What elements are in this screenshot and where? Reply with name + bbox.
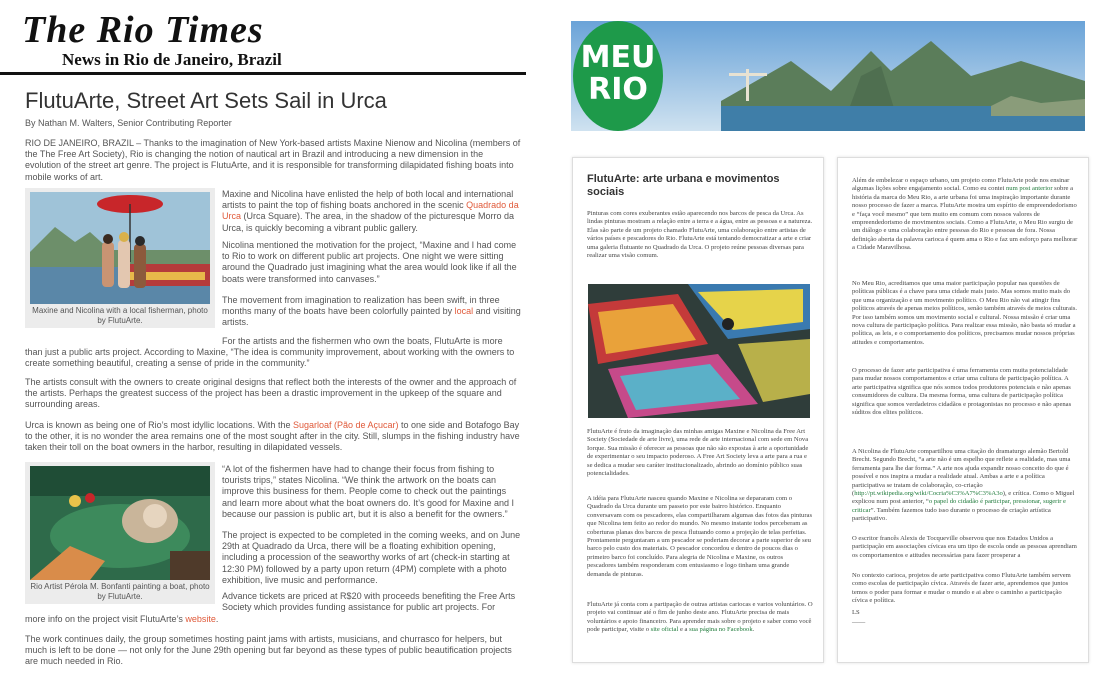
mr-col1-p4-mid: e a <box>678 626 690 634</box>
paragraph-4 <box>222 295 522 329</box>
header-rule <box>0 72 526 75</box>
paragraph-2-text: Maxine and Nicolina have enlisted the help of both local and international artists to paint the top of fishing boats anchored in the scenic <box>222 189 514 211</box>
mr-col2-p6: No contexto carioca, projetos de arte participativa como FlutuArte também servem como escolas de participação cívica. Através de fazer arte, aprendemos que juntos temos o poder para formar e mudar o mundo e ai abre o caminho a participação cívica e política. <box>852 572 1071 605</box>
mr-col2-p3: O processo de fazer arte participativa é uma ferramenta com muita potencialidade para mudar nossos comportamentos e criar uma cultura de participação política. A arte participativa significa que nós somos todos produtores potenciais e não apenas consumidores de cultura. Da mesma forma, uma cultura de participação política significa que somos verdadeiros cidadãos e protagonistas no processo e não apenas súditos dos elites políticos. <box>852 367 1072 417</box>
paragraph-8: “A lot of the fishermen have had to change their focus from fishing to tourists trips,” states Nicolina. “We think the artwork on the boats can improve this business for them. People come to check out the paintings and learn more about what the boat owners do. It’s good for Maxine and I because our passion is public art, but it is also a benefit for the owners.” <box>222 464 515 519</box>
paragraph-2-text-end: (Urca Square). The area, in the shadow of the picturesque Morro da Urca, is quickly becoming a vibrant public gallery. <box>222 211 514 233</box>
paragraph-3: Nicolina mentioned the motivation for the project, “Maxine and I had come to Rio to work on different public art projects. One night we were sitting around the Quadrado just imagining what the area would look like if all the boats were transformed into canvases.” <box>222 240 517 284</box>
photo-1-frame <box>25 188 215 328</box>
rio-times-article <box>0 0 540 689</box>
mr-col2-p4 <box>852 448 1078 524</box>
mr-col2-p1-end: sobre a história da marca do Meu Rio, a arte urbana foi uma inspiração importante durante nosso processo de fazer a marca. FlutuArte mostra um espírito de empreendedorismo e “faça você mesmo” que tem muito em comum com nossos valores de empreendedorismo de movimentos sociais. Como a FlutuArte, o Meu Rio surgiu de um diálogo e uma colaboração entre pessoas do Rio e pessoas de fora. Nossa definição aberta da palavra carioca é quem ama o Rio e faz um esforço para melhorar a Cidade Maravilhosa. <box>852 185 1078 252</box>
photo-1-caption: Maxine and Nicolina with a local fisherman, photo by FlutuArte. <box>32 306 208 325</box>
paragraph-7-text: Urca is known as being one of Rio’s most idyllic locations. With the <box>25 420 293 430</box>
article-headline: FlutuArte, Street Art Sets Sail in Urca <box>25 88 387 113</box>
link-wikipedia[interactable]: http://pt.wikipedia.org/wiki/Cocria%C3%A7%C3%A3o <box>854 490 1003 498</box>
link-num-post-anterior[interactable]: num post anterior <box>1006 185 1053 193</box>
rio-times-logo[interactable]: The Rio Times <box>22 9 264 51</box>
meu-rio-banner <box>571 21 1085 131</box>
link-site-oficial[interactable]: site oficial <box>650 626 679 634</box>
paragraph-1: RIO DE JANEIRO, BRAZIL – Thanks to the imagination of New York-based artists Maxine Nienow and Nicolina (members of the The Free Art Society), Rio is changing the notion of nautical art in Brazil and introducing a new dimension in the evolution of the street art genre. The project is FlutuArte, and it is responsible for transforming dilapidated fishing boats into mobile works of art. <box>25 138 521 182</box>
mr-col2-p4-end: ”. Também fazemos tudo isso durante o processo de criação artística participativo. <box>852 506 1051 523</box>
mr-col2-p4-text: A Nicolina de FlutuArte compartilhou uma citação do dramaturgo alemão Bertold Brecht. Segundo Brecht, “a arte não é um espelho que reflete a realidade, mas uma ferramenta para lhe dar forma.” A arte nos ajuda expandir nosso conceito do que é possível e nos inspira a mudar a realidade atual. Ambas a arte e a política participativa se tratam de colaboração, co-criação ( <box>852 448 1071 498</box>
paragraph-10-cont <box>25 614 522 625</box>
link-papel-do-cidadao[interactable]: o papel do cidadão é participar, pressionar, sugerir e criticar <box>852 498 1066 514</box>
link-quadrado-da-urca[interactable]: Quadrado da Urca <box>222 200 519 222</box>
photo-1 <box>30 192 210 304</box>
mr-col2-p2: No Meu Rio, acreditamos que uma maior participação popular nas questões de políticas públicas é a chave para uma cidade mais justo. Mas somos muito mais do que uma organização e um movimento político. O Meu Rio não vai atingir fins políticos através de apenas meios políticos, senão também através de meios culturais. Por isso também somos um movimento social e cultural. Nossa missão é criar uma nova cultura de participação política. Para realizar essa missão, não basta só mudar a política, as leis, e o comportamento dos políticos, precisamos mudar nossos próprias atitudes e comportamentos. <box>852 280 1078 346</box>
photo-2-caption: Rio Artist Pérola M. Bonfanti painting a boat, photo by FlutuArte. <box>30 582 210 601</box>
mr-col2-p1 <box>852 177 1078 253</box>
paragraph-10: Advance tickets are priced at R$20 with proceeds benefiting the Free Arts Society which provides funding assistance for public art projects. For <box>222 591 516 613</box>
photo-2-frame <box>25 462 215 604</box>
paragraph-11: The work continues daily, the group sometimes hosting paint jams with artists, musicians, and churrasco for helpers, but much is left to be done — not only for the June 29th opening but far beyond as these types of public beautification projects are much needed in Rio. <box>25 634 512 667</box>
paragraph-5: For the artists and the fishermen who own the boats, FlutuArte is more than just a public arts project. According to Maxine, “The idea is community improvement, about working with the owners to create something beautiful, creating a sense of pride in the community.” <box>25 336 515 369</box>
paragraph-10-cont-text: more info on the project visit FlutuArte’s <box>25 614 186 624</box>
paragraph-4-text-end: and visiting artists. <box>222 306 521 328</box>
mr-col2-p1-text: Além de embelezar o espaço urbano, um projeto como FlutuArte pode nos ensinar algumas lições sobre engajamento social. Como eu contei <box>852 177 1070 193</box>
mr-col1-p4-end: . <box>752 626 755 634</box>
link-sugarloaf[interactable]: Sugarloaf (Pão de Açucar) <box>292 420 399 430</box>
photo-2 <box>30 466 210 580</box>
paragraph-6: The artists consult with the owners to create original designs that reflect both the interests of the owner and the approach of the artists. Perhaps the greatest success of the project has been a drastic improvement in the upkeep of the square and surrounding areas. <box>25 377 517 410</box>
meu-rio-column-2 <box>837 157 1089 663</box>
paragraph-7 <box>25 420 522 454</box>
mr-col1-p2: FlutuArte é fruto da imaginação das minhas amigas Maxine e Nicolina da Free Art Society (Sociedade de arte livre), uma rede de arte internacional com sede em Nova Iorque. Sua missão é oferecer as pessoas que não são expostas à arte a oportunidade de experimentar o seu impacto poderoso. A Free Art Society leva a arte para a rua e se dedica a mudar seu caráter institucionalizado, abrindo ao domínio público suas potencialidades. <box>587 428 809 478</box>
boats-photo <box>588 284 810 418</box>
paragraph-9: The project is expected to be completed in the coming weeks, and on June 29th at Quadrado da Urca, there will be a floating exhibition opening, including a procession of the seaworthy works of art (check-in starting at 12:30 PM) followed by a party upon return (4PM) complete with a photo exhibition, live music and performance. <box>222 530 521 585</box>
meu-rio-logo[interactable] <box>573 21 663 131</box>
rio-times-tagline: News in Rio de Janeiro, Brazil <box>62 50 282 69</box>
paragraph-4-text: The movement from imagination to realization has been swift, in three months many of the boats have been colorfully painted by <box>222 295 500 317</box>
mr-col2-p4-mid: ), e crítica. Como o Miguel explicou num post anterior, “ <box>852 490 1075 506</box>
link-website[interactable]: website <box>185 614 216 624</box>
meu-rio-title: FlutuArte: arte urbana e movimentos sociais <box>587 173 780 198</box>
paragraph-2 <box>222 189 522 234</box>
mr-col1-p1: Pinturas com cores exuberantes estão aparecendo nos barcos de pesca da Urca. As lindas pinturas mostram a relação entre a terra e a água, entre as pessoas e a natureza. Elas são parte de um projeto chamado FlutuArte, uma colaboração entre artistas de vários países e pescadores do Rio. FlutuArte está tentando democratizar a arte e criar uma galeria flutuante no Quadrado da Urca. O projeto reúne pessoas diversas para realizar uma visão comum. <box>587 210 813 260</box>
link-local[interactable]: local <box>454 306 474 317</box>
meu-rio-logo-line-2: RIO <box>588 72 648 107</box>
signature-rule: —— <box>852 619 866 626</box>
mr-col1-p4 <box>587 601 813 635</box>
mr-col1-p3: A idéia para FlutuArte nasceu quando Maxine e Nicolina se depararam com o Quadrado da Urca durante um passeio por este bairro histórico. Enquanto conversavam com os pescadores, elas compartilharam algumas das fotos das pinturas que Nicolina tem feito ao redor do mundo. No mesmo instante todos perceberam as coberturas planas dos barcos de pesca flutuando como a projeção de telas perfeitas. Prontamente perguntaram a um pescador se poderiam decorar a parte superior de seu barco pelo custo dos materiais. O pescador concordou e dentro de poucos dias o primeiro barco foi concluído. Para alegria de Nicolina e Maxine, os outros pescadores também responderam com entusiasmo e logo tinham uma grande demanda de pinturas. <box>587 495 813 578</box>
meu-rio-column-1 <box>572 157 824 663</box>
signature: LS <box>852 609 860 616</box>
paragraph-7-text-end: to one side and Botafogo Bay to the other, it is no wonder the area remains one of the most sought after in the city. Still, slumps in the fishing industry have taken their toll on the boat owners in the harbor, resulting in dilapidated vessels. <box>25 420 520 453</box>
article-byline: By Nathan M. Walters, Senior Contributing Reporter <box>25 118 232 128</box>
paragraph-10-cont-end: . <box>215 614 219 624</box>
meu-rio-logo-line-1: MEU <box>580 40 656 75</box>
link-facebook[interactable]: sua página no Facebook <box>689 626 753 634</box>
mr-col1-p4-text: FlutuArte já conta com a partipação de outras artistas cariocas e varios voluntários. O projeto vai continuar até o fim de junho deste ano. FlutuArte precisa de mais voluntários e apoio financeiro. Para aprender mais sobre o projeto e saber como você pode participar, visite o <box>587 601 813 634</box>
mr-col2-p5: O escritor francês Alexis de Tocqueville observou que nos Estados Unidos a participação em associações cívicas era um tipo de escola onde as pessoas aprendiam os comportamentos e atitudes necessárias para fazer prosperar a <box>852 535 1077 559</box>
